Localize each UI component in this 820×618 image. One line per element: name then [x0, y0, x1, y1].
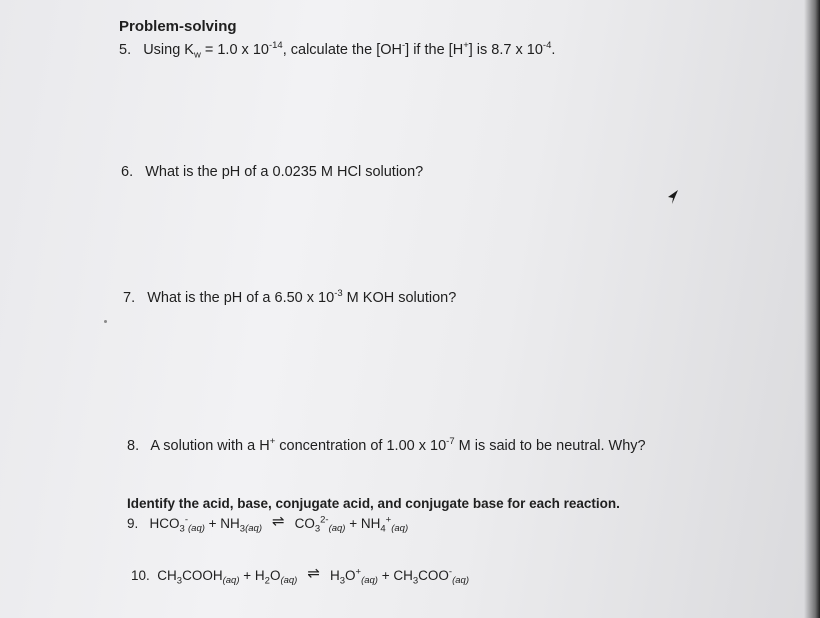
q10-product-2: CH — [393, 568, 413, 583]
question-5 — [119, 40, 555, 61]
q9-p1-state: (aq) — [328, 523, 346, 534]
equilibrium-arrow-icon: ⇌ — [272, 513, 285, 530]
q10-product-2b: COO — [418, 568, 449, 583]
q10-reactant-1: CH — [157, 568, 177, 583]
q5-oh-sup: - — [401, 40, 406, 51]
q5-exp-2: -4 — [542, 40, 552, 51]
q9-product-1: CO — [294, 516, 315, 531]
q7-text-1: What is the pH of a 6.50 x 10 — [147, 289, 335, 306]
q5-text-6: . — [551, 41, 556, 58]
identify-heading: Identify the acid, base, conjugate acid, and conjugate base for each reaction. — [127, 496, 620, 511]
q10-product-1: H — [329, 568, 340, 583]
q9-r1-state: (aq) — [188, 523, 205, 534]
q9-r2-sub: 3 — [239, 523, 246, 535]
q8-text-1: A solution with a H — [150, 437, 270, 454]
q9-p1-sup: 2- — [320, 514, 329, 526]
question-6 — [121, 164, 423, 180]
question-7 — [123, 288, 456, 306]
q10-reactant-2b: O — [269, 568, 281, 583]
q9-p1-sub: 3 — [314, 523, 321, 535]
q5-text-4: ] if the [H — [405, 41, 464, 58]
q8-text-3: M is said to be neutral. Why? — [454, 437, 646, 454]
q9-product-2: NH — [360, 516, 381, 531]
mouse-pointer-icon — [664, 188, 682, 206]
q9-p2-state: (aq) — [391, 523, 409, 534]
q10-r2-state: (aq) — [280, 575, 298, 586]
q6-number: 6. — [121, 164, 134, 180]
q9-r1-sup: - — [184, 514, 188, 526]
q10-p1-sub: 3 — [339, 575, 345, 587]
q9-r2-state: (aq) — [245, 523, 262, 534]
q5-exp-1: -14 — [268, 40, 283, 51]
q10-p2-state: (aq) — [452, 575, 469, 586]
q10-plus-2: + — [377, 568, 394, 583]
q10-p1-state: (aq) — [361, 575, 378, 586]
q9-plus-2: + — [345, 516, 361, 531]
q10-r2-sub: 2 — [264, 575, 270, 587]
q5-text-2: = 1.0 x 10 — [200, 41, 269, 58]
q9-plus-1: + — [204, 516, 221, 531]
section-title: Problem-solving — [119, 18, 237, 35]
q7-number: 7. — [123, 289, 136, 306]
q7-exp: -3 — [334, 288, 343, 299]
q6-text: What is the pH of a 0.0235 M HCl solution? — [145, 164, 424, 180]
q10-plus-1: + — [239, 568, 255, 583]
q10-reactant-1b: COOH — [182, 568, 223, 583]
q9-p2-sup: + — [385, 514, 392, 526]
q10-product-1b: O — [344, 568, 356, 583]
question-8 — [127, 436, 646, 454]
q9-p2-sub: 4 — [380, 523, 386, 535]
q10-p2-sub: 3 — [412, 575, 419, 587]
equilibrium-arrow-icon: ⇌ — [307, 565, 320, 582]
q9-number: 9. — [127, 516, 139, 531]
question-10 — [131, 566, 469, 587]
q5-number: 5. — [119, 41, 132, 58]
page-edge-shadow — [804, 0, 820, 618]
q9-r1-sub: 3 — [179, 523, 185, 535]
q7-text-2: M KOH solution? — [342, 289, 457, 306]
q10-r1-sub: 3 — [176, 575, 183, 587]
q10-number: 10. — [131, 568, 150, 583]
q5-text-1: Using K — [143, 41, 194, 58]
q10-reactant-2: H — [254, 568, 265, 583]
q8-number: 8. — [127, 437, 140, 454]
q8-exp: -7 — [446, 436, 455, 447]
q5-text-3: , calculate the [OH — [282, 41, 402, 58]
q10-p1-sup: + — [355, 566, 362, 578]
q8-text-2: concentration of 1.00 x 10 — [275, 437, 447, 454]
question-9 — [127, 514, 408, 535]
paper-speck — [104, 320, 107, 323]
q5-h-sup: + — [463, 40, 469, 51]
q9-reactant-1: HCO — [149, 516, 180, 531]
q5-kw-sub: w — [193, 49, 201, 61]
q10-r1-state: (aq) — [222, 575, 240, 586]
q10-p2-sup: - — [448, 566, 453, 578]
q5-text-5: ] is 8.7 x 10 — [468, 41, 543, 58]
q9-reactant-2: NH — [220, 516, 240, 531]
q8-h-sup: + — [269, 436, 276, 447]
